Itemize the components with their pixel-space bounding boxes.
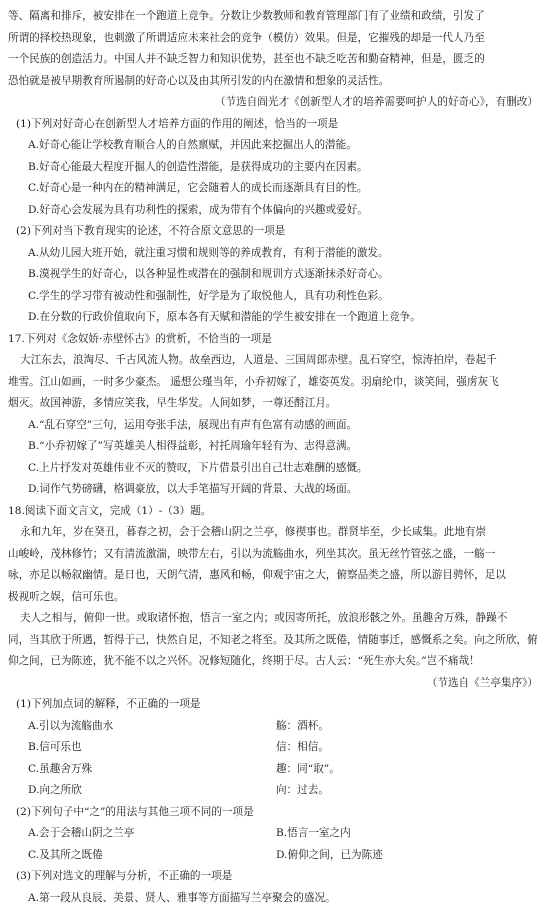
question-1 [8, 114, 540, 222]
question-stem: (3)下列对选文的理解与分析，不正确的一项是 [8, 866, 540, 888]
classical-text-line: 夫人之相与，俯仰一世。或取诸怀抱，悟言一室之内；或因寄所托，放浪形骸之外。虽趣舍万殊，静躁不 [8, 608, 540, 630]
classical-text-line: 永和九年，岁在癸丑，暮春之初，会于会稽山阴之兰亭，修禊事也。群贤毕至，少长咸集。此地有崇 [8, 522, 540, 544]
question-stem: 18.阅读下面文言文，完成（1）-（3）题。 [8, 501, 540, 523]
option-gloss: 信：相信。 [276, 737, 540, 759]
answer-option-c: C.及其所之既倦 [28, 845, 276, 867]
option-row [8, 845, 540, 867]
option-row [8, 780, 540, 802]
answer-option-a: A.第一段从良辰、美景、贤人、雅事等方面描写兰亭聚会的盛况。 [8, 888, 540, 909]
answer-option-b: B.“小乔初嫁了”写英雄美人相得益彰，衬托周瑜年轻有为、志得意满。 [8, 436, 540, 458]
answer-option-a: A.会于会稽山阴之兰亭 [28, 823, 276, 845]
classical-text-line: 仰之间，已为陈迹，犹不能不以之兴怀。况修短随化，终期于尽。古人云：“死生亦大矣。”岂不痛哉！ [8, 651, 540, 673]
answer-option-b: B.悟言一室之内 [276, 823, 540, 845]
answer-option-a: A.从幼儿园大班开始，就注重习惯和规则等的养成教育，有利于潜能的激发。 [8, 243, 540, 265]
passage-paragraph-1 [8, 6, 540, 92]
option-row [8, 737, 540, 759]
question-18 [8, 501, 540, 695]
passage-line: 等、隔离和排斥，被安排在一个跑道上竞争。分数让少数教师和教育管理部门有了业绩和政绩，引发了 [8, 6, 540, 28]
answer-option-d: D.俯仰之间，已为陈迹 [276, 845, 540, 867]
question-stem: 17.下列对《念奴娇·赤壁怀古》的赏析，不恰当的一项是 [8, 329, 540, 351]
option-row [8, 759, 540, 781]
question-17 [8, 329, 540, 501]
question-stem: (1)下列加点词的解释，不正确的一项是 [8, 694, 540, 716]
option-row [8, 716, 540, 738]
classical-text-line: 咏，亦足以畅叙幽情。是日也，天朗气清，惠风和畅，仰观宇宙之大，俯察品类之盛，所以游目骋怀，足以 [8, 565, 540, 587]
passage-line: 一个民族的创造活力。中国人并不缺乏智力和知识优势，甚至也不缺乏吃苦和勤奋精神，但是，匮乏的 [8, 49, 540, 71]
classical-text-line: 同，当其欣于所遇，暂得于己，快然自足，不知老之将至。及其所之既倦，情随事迁，感慨系之矣。向之所欣，俯 [8, 630, 540, 652]
sub-question-1 [8, 694, 540, 802]
answer-option-c: C.好奇心是一种内在的精神满足，它会随着人的成长而逐渐具有目的性。 [8, 178, 540, 200]
poem-line: 大江东去，浪淘尽、千古风流人物。故垒西边，人道是、三国周郎赤壁。乱石穿空，惊涛拍岸，卷起千 [8, 350, 540, 372]
passage-line: 所谓的择校热现象，也刺激了所谓适应未来社会的竞争（模仿）效果。但是，它摧残的却是一代人乃至 [8, 28, 540, 50]
option-gloss: 趣：同“取”。 [276, 759, 540, 781]
option-gloss: 觞：酒杯。 [276, 716, 540, 738]
option-gloss: 向：过去。 [276, 780, 540, 802]
answer-option-c: C.学生的学习带有被动性和强制性，好学是为了取悦他人，具有功利性色彩。 [8, 286, 540, 308]
option-text: B.信可乐也 [28, 737, 276, 759]
sub-question-3 [8, 866, 540, 909]
question-stem: (2)下列句子中“之”的用法与其他三项不同的一项是 [8, 802, 540, 824]
question-stem: (2)下列对当下教育现实的论述，不符合原文意思的一项是 [8, 221, 540, 243]
question-2 [8, 221, 540, 329]
option-text: A.引以为流觞曲水 [28, 716, 276, 738]
option-text: C.虽趣舍万殊 [28, 759, 276, 781]
answer-option-a: A.好奇心能让学校教育顺合人的自然禀赋，并因此来挖掘出人的潜能。 [8, 135, 540, 157]
passage-line: 恐怕就是被早期教育所遏制的好奇心以及由其所引发的内在激情和想象的灵活性。 [8, 71, 540, 93]
classical-text-source: （节选自《兰亭集序》） [8, 673, 540, 695]
passage-source: （节选自阎光才《创新型人才的培养需要呵护人的好奇心》，有删改） [8, 92, 540, 114]
classical-text-line: 山峻岭，茂林修竹；又有清流激湍，映带左右，引以为流觞曲水，列坐其次。虽无丝竹管弦之盛，一觞一 [8, 544, 540, 566]
option-text: D.向之所欣 [28, 780, 276, 802]
answer-option-d: D.好奇心会发展为具有功利性的探索，成为带有个体偏向的兴趣或爱好。 [8, 200, 540, 222]
classical-text-line: 极视听之娱，信可乐也。 [8, 587, 540, 609]
answer-option-a: A.“乱石穿空”三句，运用夸张手法，展现出有声有色富有动感的画面。 [8, 415, 540, 437]
sub-question-2 [8, 802, 540, 867]
answer-option-b: B.好奇心能最大程度开掘人的创造性潜能，是获得成功的主要内在因素。 [8, 157, 540, 179]
option-row [8, 823, 540, 845]
answer-option-d: D.词作气势磅礴，格调豪放，以大手笔描写开阔的背景、大战的场面。 [8, 479, 540, 501]
question-stem: (1)下列对好奇心在创新型人才培养方面的作用的阐述，恰当的一项是 [8, 114, 540, 136]
answer-option-c: C.上片抒发对英雄伟业不灭的赞叹，下片借景引出自己壮志难酬的感慨。 [8, 458, 540, 480]
answer-option-d: D.在分数的行政价值取向下，原本各有天赋和潜能的学生被安排在一个跑道上竞争。 [8, 307, 540, 329]
answer-option-b: B.漠视学生的好奇心，以各种显性或潜在的强制和规训方式逐渐抹杀好奇心。 [8, 264, 540, 286]
poem-line: 烟灭。故国神游，多情应笑我，早生华发。人间如梦，一尊还酹江月。 [8, 393, 540, 415]
poem-line: 堆雪。江山如画，一时多少豪杰。 遥想公瑾当年，小乔初嫁了，雄姿英发。羽扇纶巾，谈笑间，强虏灰飞 [8, 372, 540, 394]
